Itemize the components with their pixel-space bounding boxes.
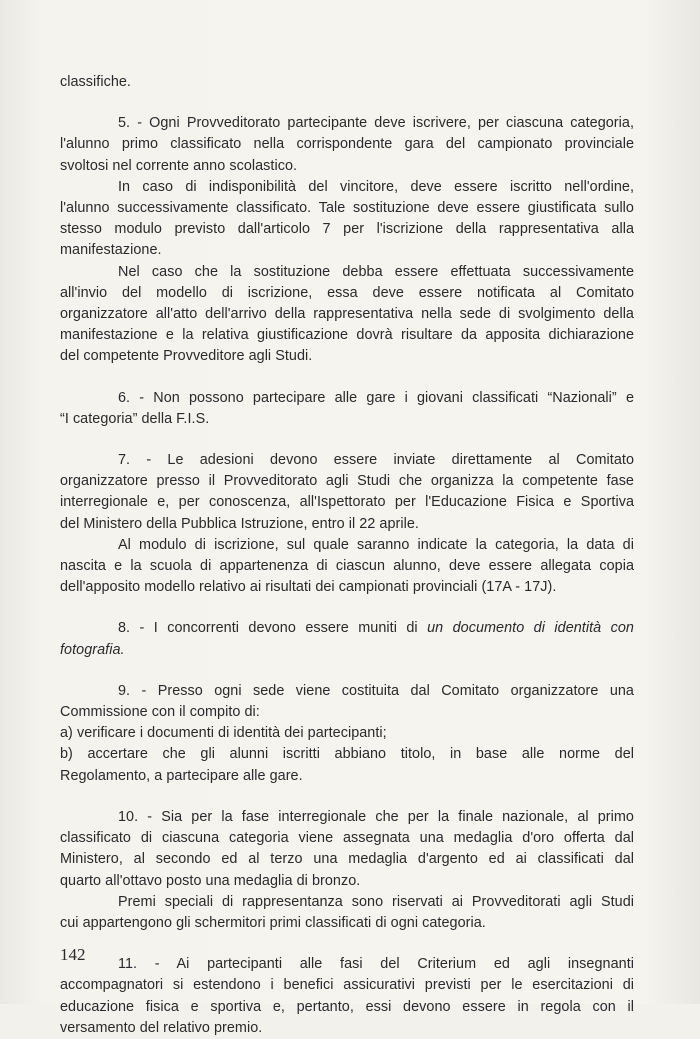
list-item: a) verificare i documenti di identità dei partecipanti; — [60, 725, 387, 742]
text-line: educazione fisica e sportiva e, pertanto, essi devono essere in regola con il — [60, 998, 634, 1015]
text-line: In caso di indisponibilità del vincitore, deve essere iscritto nell'ordine, — [118, 178, 634, 195]
text-line: cui appartengono gli schermitori primi classificati di ogni categoria. — [60, 914, 486, 931]
text-line: svoltosi nel corrente anno scolastico. — [60, 157, 298, 174]
text-line: organizzatore all'atto dell'arrivo della rappresentativa nella sede di svolgimento della — [60, 306, 634, 323]
text-line: Commissione con il compito di: — [60, 704, 260, 721]
text-line: Regolamento, a partecipare alle gare. — [60, 767, 303, 784]
text-line: del Ministero della Pubblica Istruzione, entro il 22 aprile. — [60, 515, 419, 532]
text-line: Ministero, al secondo ed al terzo una medaglia d'argento ed ai classificati dal — [60, 851, 634, 868]
text-line: stesso modulo previsto dall'articolo 7 per l'iscrizione della rappresentativa alla — [60, 221, 634, 238]
text-line: accompagnatori si estendono i benefici assicurativi previsti per le esercitazioni di — [60, 977, 634, 994]
text-line: all'invio del modello di iscrizione, essa deve essere notificata al Comitato — [60, 284, 634, 301]
article-8-line — [60, 618, 634, 639]
text-line: Premi speciali di rappresentanza sono riservati ai Provveditorati agli Studi — [118, 893, 634, 910]
list-item: b) accertare che gli alunni iscritti abbiano titolo, in base alle norme del — [60, 746, 634, 763]
article-7-line: 7. - Le adesioni devono essere inviate direttamente al Comitato — [118, 452, 634, 469]
italic-emphasis: fotografia. — [60, 641, 125, 658]
text-line: “I categoria” della F.I.S. — [60, 410, 210, 427]
text-line: l'alunno primo classificato nella corrispondente gara del campionato provinciale — [60, 136, 634, 153]
text-line: del competente Provveditore agli Studi. — [60, 348, 313, 365]
text-line: Al modulo di iscrizione, sul quale saranno indicate la categoria, la data di — [118, 536, 634, 553]
article-5-line: 5. - Ogni Provveditorato partecipante deve iscrivere, per ciascuna categoria, — [118, 115, 634, 132]
text-line: dell'apposito modello relativo ai risultati dei campionati provinciali (17A - 17J). — [60, 579, 557, 596]
text-line: nascita e la scuola di appartenenza di ciascun alunno, deve essere allegata copia — [60, 558, 634, 575]
text-line: manifestazione e la relativa giustificazione dovrà risultare da apposita dichiarazione — [60, 327, 634, 344]
text-line: l'alunno successivamente classificato. Tale sostituzione deve essere giustificata sullo — [60, 200, 634, 217]
text-line: quarto all'ottavo posto una medaglia di bronzo. — [60, 872, 361, 889]
text-line: Nel caso che la sostituzione debba essere effettuata successivamente — [118, 263, 634, 280]
page-number: 142 — [60, 945, 86, 964]
text-span: 8. - I concorrenti devono essere muniti di — [118, 620, 418, 637]
text-line: classifiche. — [60, 74, 131, 90]
text-line: organizzatore presso il Provveditorato agli Studi che organizza la competente fase — [60, 473, 634, 490]
text-line: interregionale e, per conoscenza, all'Ispettorato per l'Educazione Fisica e Sportiva — [60, 494, 634, 511]
text-line: classificato di ciascuna categoria viene assegnata una medaglia d'oro offerta dal — [60, 830, 634, 847]
italic-emphasis: un documento di identità con — [427, 620, 634, 637]
article-9-line: 9. - Presso ogni sede viene costituita dal Comitato organizzatore una — [118, 682, 634, 699]
article-6-line: 6. - Non possono partecipare alle gare i giovani classificati “Nazionali” e — [118, 389, 634, 406]
article-11-line: 11. - Ai partecipanti alle fasi del Criterium ed agli insegnanti — [118, 956, 634, 973]
article-10-line: 10. - Sia per la fase interregionale che per la finale nazionale, al primo — [118, 808, 634, 825]
text-line: versamento del relativo premio. — [60, 1019, 263, 1036]
text-line: manifestazione. — [60, 242, 162, 259]
